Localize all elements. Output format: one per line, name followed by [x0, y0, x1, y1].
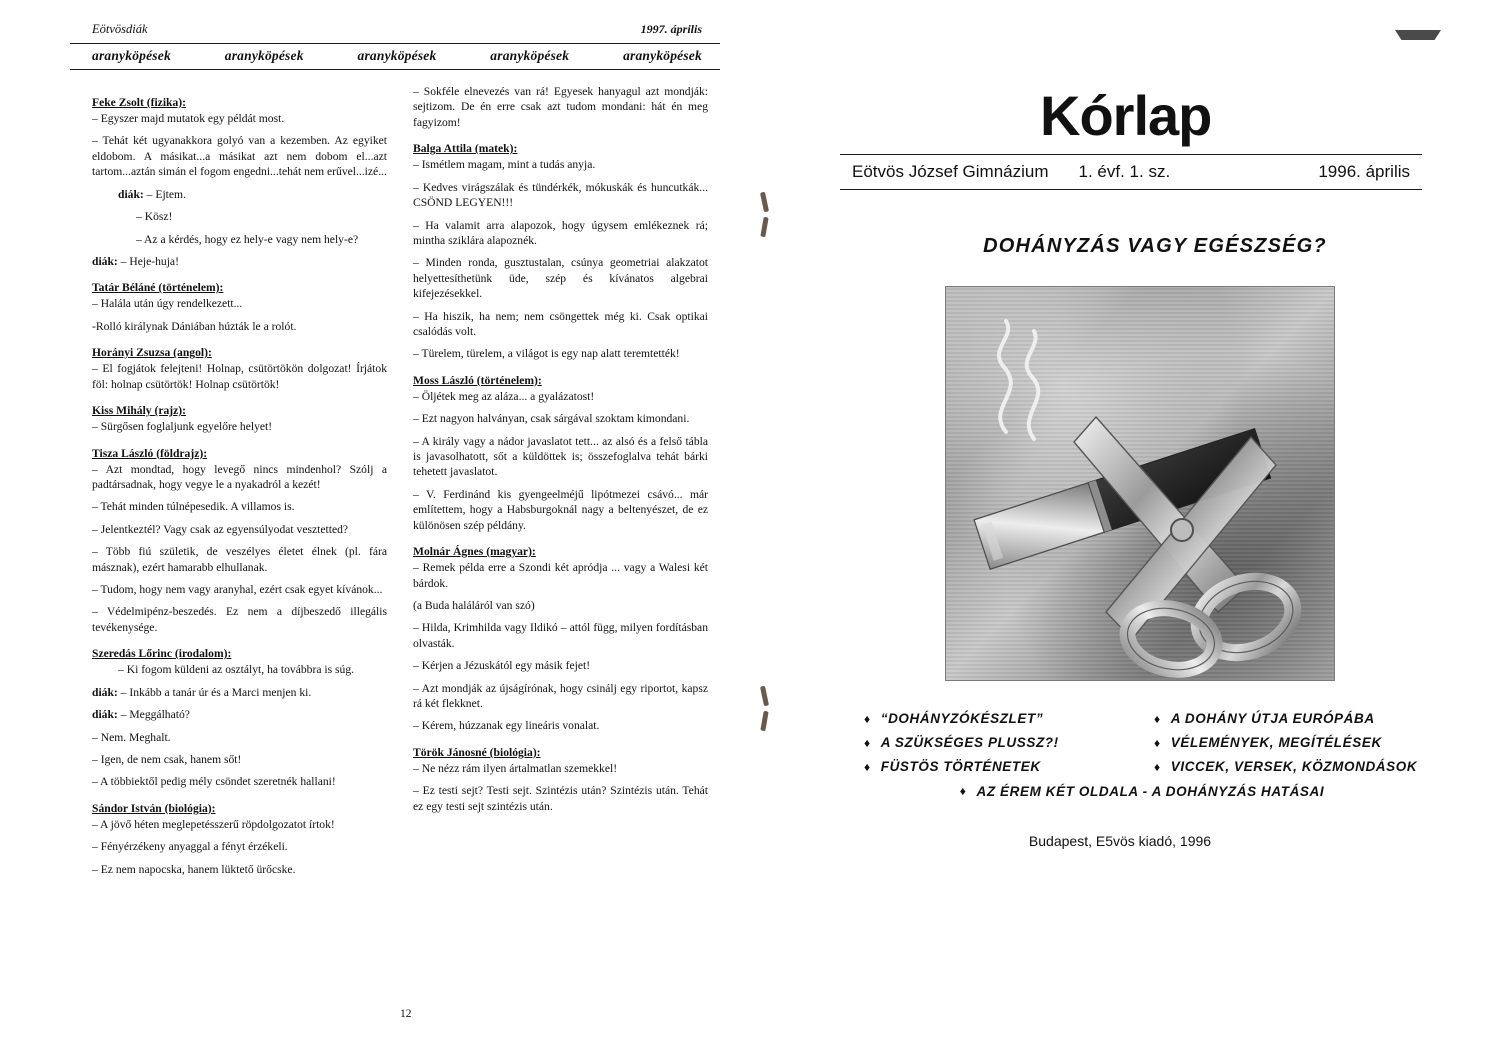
quote-line-text: (a Buda haláláról van szó) — [413, 598, 535, 612]
contents-item — [1154, 711, 1420, 726]
cover-headline: DOHÁNYZÁS VAGY EGÉSZSÉG? — [983, 235, 1327, 257]
quote-line — [413, 255, 708, 301]
quote-line-text: – A többiektől pedig mély csöndet szeretnék hallani! — [92, 775, 336, 789]
quote-line-label: diák: — [92, 708, 118, 722]
quote-line — [413, 411, 708, 426]
quote-entry — [92, 752, 387, 790]
quote-line — [92, 662, 387, 677]
quote-line-text: – Több fiú születik, de veszélyes életet élnek (pl. fára másznak), ezért hamarabb elhullanak. — [92, 545, 387, 574]
cover-illustration — [945, 286, 1335, 681]
quote-speaker: Sándor István (biológia): — [92, 801, 216, 815]
quote-line — [413, 218, 708, 249]
school-name: Eötvös József Gimnázium — [852, 162, 1049, 181]
quote-line — [413, 434, 708, 480]
quote-line — [92, 254, 387, 269]
quote-line — [92, 582, 387, 597]
band-word-4: aranyköpések — [490, 48, 570, 63]
quote-entry — [413, 373, 708, 533]
quote-line-text: – Meggálható? — [117, 708, 190, 722]
band-word-3: aranyköpések — [357, 48, 437, 63]
quote-line — [413, 761, 708, 776]
quote-line-text: – Minden ronda, gusztustalan, csúnya geometriai alakzatot helyettesíthetünk üde, szép és kívánatos algebrai kifejezésekkel. — [413, 256, 708, 301]
quote-line — [413, 180, 708, 211]
two-column-body — [70, 84, 720, 884]
quote-line — [413, 783, 708, 814]
quote-line-text: – Tehát minden túlnépesedik. A villamos is. — [92, 500, 295, 514]
quote-line — [92, 232, 387, 247]
left-page — [70, 22, 720, 1020]
contents-item-label: “DOHÁNYZÓKÉSZLET” — [880, 711, 1044, 726]
quote-line — [413, 620, 708, 651]
quote-line — [92, 187, 387, 202]
quote-line — [92, 419, 387, 434]
quote-line-text: – Az a kérdés, hogy ez hely-e vagy nem hely-e? — [136, 232, 359, 246]
quote-speaker: Török Jánosné (biológia): — [413, 745, 541, 759]
quote-line — [92, 604, 387, 635]
masthead-meta — [840, 154, 1422, 190]
quote-line-text: – Ha valamit arra alapozok, hogy úgysem emlékeznek rá; mintha sziklára alapoznék. — [413, 218, 708, 247]
quote-line — [413, 346, 708, 361]
cover-contents-list — [840, 711, 1440, 799]
quote-line — [92, 361, 387, 392]
column-left — [92, 84, 387, 884]
contents-item-label: VÉLEMÉNYEK, MEGÍTÉLÉSEK — [1170, 735, 1382, 750]
quote-line — [92, 111, 387, 126]
band-word-2: aranyköpések — [224, 48, 304, 63]
quote-line-text: – A jövő héten meglepetésszerű röpdolgozatot írtok! — [92, 817, 335, 831]
quote-line-text: – Türelem, türelem, a világot is egy nap alatt teremtették! — [413, 347, 680, 361]
contents-item-label: AZ ÉREM KÉT OLDALA - A DOHÁNYZÁS HATÁSAI — [976, 784, 1325, 799]
right-page — [840, 30, 1440, 980]
quote-line — [413, 658, 708, 673]
quote-line-text: – Tudom, hogy nem vagy aranyhal, ezért csak egyet kívánok... — [92, 583, 383, 597]
quote-line — [92, 319, 387, 334]
diamond-icon: ♦ — [1154, 760, 1161, 774]
quote-line-text: – V. Ferdinánd kis gyengeelméjű lipótmezei csávó... már említettem, hogy a Habsburgoknál nagy a beltenyészet, de ez különösen szép példány. — [413, 487, 708, 532]
quote-line-text: – Kösz! — [136, 210, 173, 224]
quote-line — [413, 157, 708, 172]
scan-artifact-staple-bottom — [762, 686, 767, 736]
quote-line-text: – Sokféle elnevezés van rá! Egyesek hanyagul azt mondják: sejtizom. De én erre csak azt tudom mondani: hát én meg fagyizom! — [413, 85, 708, 129]
quote-line-text: – Azt mondják az újságírónak, hogy csinálj egy riportot, kapsz rá két flekknet. — [413, 681, 708, 710]
band-word-1: aranyköpések — [92, 48, 171, 63]
quote-line — [92, 522, 387, 537]
issue-number: 1. évf. 1. sz. — [1078, 162, 1171, 181]
diamond-icon: ♦ — [864, 712, 871, 726]
quote-speaker: Tisza László (földrajz): — [92, 446, 208, 460]
quote-line-label: diák: — [118, 187, 144, 201]
scan-artifact-staple-top — [762, 192, 767, 242]
quote-line — [92, 209, 387, 224]
quote-speaker: Horányi Zsuzsa (angol): — [92, 346, 212, 360]
quote-line — [92, 730, 387, 745]
contents-item — [1154, 735, 1420, 750]
diamond-icon: ♦ — [864, 760, 871, 774]
quote-line-text: -Rolló királynak Dániában húzták le a rolót. — [92, 319, 297, 333]
quote-speaker: Tatár Béláné (történelem): — [92, 281, 224, 295]
quote-line-text: – Ne nézz rám ilyen ártalmatlan szemekkel! — [413, 761, 618, 775]
quote-line — [92, 862, 387, 877]
quote-line-text: – Kérem, húzzanak egy lineáris vonalat. — [413, 719, 600, 733]
quote-line-text: – Egyszer majd mutatok egy példát most. — [92, 112, 285, 126]
diamond-icon: ♦ — [864, 736, 871, 750]
quote-line-text: – A király vagy a nádor javaslatot tett... az alsó és a felső tábla is javasolhatott, sőt a küldöttek is; összefoglalva tehát bárki tehetett javaslatot. — [413, 434, 708, 479]
contents-item — [864, 759, 1130, 774]
quote-line-label: diák: — [92, 254, 118, 268]
quote-line — [92, 707, 387, 722]
quote-line-text: – Igen, de nem csak, hanem sőt! — [92, 752, 242, 766]
diamond-icon: ♦ — [959, 784, 967, 798]
quote-speaker: Feke Zsolt (fizika): — [92, 96, 187, 109]
quote-line — [92, 296, 387, 311]
quote-line-label: diák: — [92, 685, 118, 699]
quote-speaker: Moss László (történelem): — [413, 373, 542, 387]
quote-entry — [92, 801, 387, 877]
quote-line-text: – Sürgősen foglaljunk egyelőre helyet! — [92, 420, 273, 434]
quote-line — [92, 544, 387, 575]
quote-line-text: – Azt mondtad, hogy levegő nincs mindenhol? Szólj a padtársadnak, hogy vegye le a nyakadról a kezét! — [92, 462, 387, 491]
quote-line-text: – Inkább a tanár úr és a Marci menjen ki. — [117, 685, 312, 699]
quote-speaker: Molnár Ágnes (magyar): — [413, 545, 536, 559]
quote-line — [92, 817, 387, 832]
quote-line-text: – Ez testi sejt? Testi sejt. Szintézis után? Szintézis után. Tehát ez egy testi sejt szintézis után. — [413, 784, 708, 813]
section-band — [70, 43, 720, 70]
band-word-5: aranyköpések — [623, 48, 702, 63]
quote-line — [413, 487, 708, 533]
quote-speaker: Balga Attila (matek): — [413, 142, 518, 156]
quote-line-text: – Nem. Meghalt. — [92, 730, 171, 744]
quote-line-text: – Kedves virágszálak és tündérkék, mókuskák és huncutkák... CSÖND LEGYEN!!! — [413, 180, 708, 210]
quote-line-text: – Ezt nagyon halványan, csak sárgával szoktam kimondani. — [413, 412, 690, 426]
quote-line-text: – Fényérzékeny anyaggal a fényt érzékeli. — [92, 840, 288, 854]
quote-entry — [92, 446, 387, 636]
quote-line-text: – Ismétlem magam, mint a tudás anyja. — [413, 158, 596, 172]
diamond-icon: ♦ — [1154, 712, 1161, 726]
quote-line-text: – El fogjátok felejteni! Holnap, csütörtökön dolgozat! Írjátok föl: holnap csütörtök! Holnap csütörtök! — [92, 362, 387, 391]
quote-line — [413, 560, 708, 591]
quote-line-text: – Tehát két ugyanakkora golyó van a kezemben. Az egyiket eldobom. A másikat...a másikat azt nem dobom el...azt tartom...aztán simán el fogom engedni...tehát nem erűvel...izé... — [92, 134, 387, 179]
quote-line — [92, 133, 387, 179]
quote-line-text: – Kérjen a Jézuskától egy másik fejet! — [413, 659, 591, 673]
quote-line — [92, 462, 387, 493]
quote-speaker: Szeredás Lőrinc (irodalom): — [92, 647, 232, 661]
quote-line-text: – Heje-huja! — [117, 254, 179, 268]
quote-entry — [413, 84, 708, 130]
quote-line-text: – Ki fogom küldeni az osztályt, ha továbbra is súg. — [118, 663, 355, 677]
contents-item — [1154, 759, 1420, 774]
quote-line-text: – Ejtem. — [143, 187, 186, 201]
quote-entry — [92, 345, 387, 392]
quote-line-text: – Remek példa erre a Szondi két apródja ... vagy a Walesi két bárdok. — [413, 561, 708, 590]
quote-line — [413, 718, 708, 733]
contents-item-label: A DOHÁNY ÚTJA EURÓPÁBA — [1170, 711, 1375, 726]
quote-line — [92, 499, 387, 514]
quote-line — [413, 84, 708, 130]
cover-date: 1996. április — [1318, 162, 1410, 181]
quote-entry — [92, 95, 387, 269]
contents-item-label: A SZÜKSÉGES PLUSSZ?! — [880, 735, 1059, 750]
issue-date: 1997. április — [640, 22, 702, 36]
contents-item — [864, 735, 1130, 750]
contents-item-label: FÜSTÖS TÖRTÉNETEK — [880, 759, 1041, 774]
quote-line — [413, 389, 708, 404]
publication-title: Eötvösdiák — [92, 22, 148, 36]
quote-line-text: – Ha hiszik, ha nem; nem csöngettek még ki. Csak optikai csalódás volt. — [413, 309, 708, 338]
quote-line-text: – Védelmipénz-beszedés. Ez nem a díjbeszedő illegális tevékenysége. — [92, 605, 387, 634]
quote-line — [92, 774, 387, 789]
magazine-title: Kórlap — [1040, 84, 1212, 147]
page-number: 12 — [400, 1008, 412, 1020]
quote-entry — [413, 141, 708, 362]
quote-entry — [92, 280, 387, 334]
quote-line — [413, 598, 708, 613]
quote-line-text: – Ez nem napocska, hanem lüktető ürőcske. — [92, 862, 296, 876]
quote-line — [92, 839, 387, 854]
diamond-icon: ♦ — [1154, 736, 1161, 750]
quote-entry — [92, 403, 387, 434]
scan-artifact-top-right — [1395, 30, 1441, 40]
quote-entry — [92, 646, 387, 745]
column-right — [413, 84, 708, 884]
quote-line — [413, 309, 708, 340]
quote-line — [413, 681, 708, 712]
contents-item — [864, 711, 1130, 726]
quote-line-text: – Öljétek meg az aláza... a gyalázatost! — [413, 389, 595, 403]
quote-speaker: Kiss Mihály (rajz): — [92, 404, 187, 418]
imprint: Budapest, E5vös kiadó, 1996 — [1028, 833, 1212, 849]
quote-line-text: – Hilda, Krimhilda vagy Ildikó – attól függ, milyen fordításban olvasták. — [413, 621, 708, 650]
cigarette-scissors-graphic — [946, 287, 1335, 681]
left-page-header — [70, 22, 720, 37]
quote-entry — [413, 745, 708, 814]
contents-item-bottom — [864, 784, 1420, 799]
contents-item-label: VICCEK, VERSEK, KÖZMONDÁSOK — [1170, 759, 1418, 774]
quote-line — [92, 752, 387, 767]
quote-line-text: – Halála után úgy rendelkezett... — [92, 297, 243, 311]
quote-entry — [413, 544, 708, 734]
quote-line — [92, 685, 387, 700]
quote-line-text: – Jelentkeztél? Vagy csak az egyensúlyodat vesztetted? — [92, 522, 349, 536]
